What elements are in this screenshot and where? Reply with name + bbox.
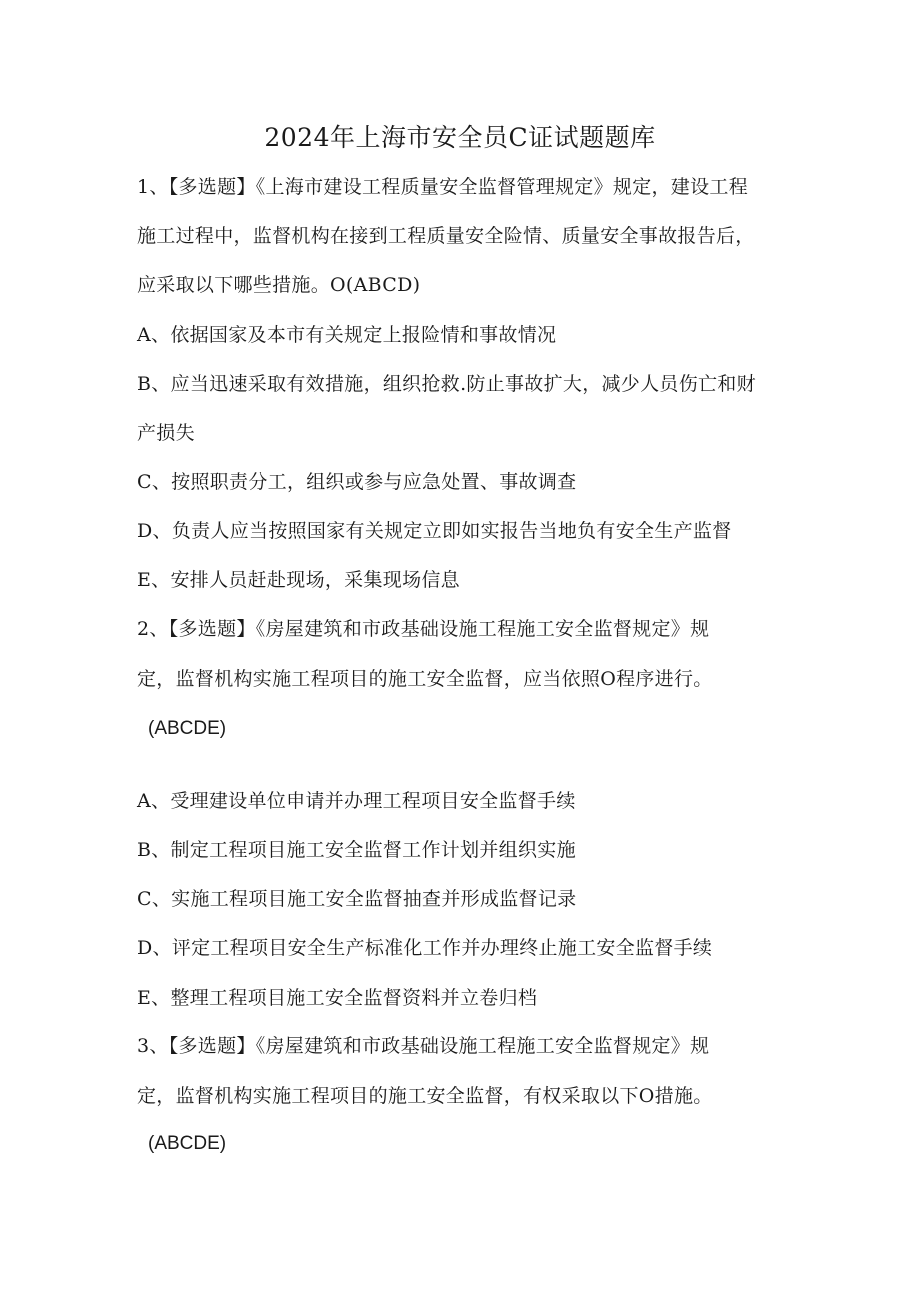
question-2-answer: (ABCDE)	[148, 718, 227, 739]
question-1-option-a: A、依据国家及本市有关规定上报险情和事故情况	[137, 324, 557, 346]
question-3-line-2: 定，监督机构实施工程项目的施工安全监督，有权采取以下O措施。	[137, 1085, 713, 1107]
question-1-option-b: B、应当迅速采取有效措施，组织抢救.防止事故扩大，减少人员伤亡和财	[137, 373, 756, 395]
question-2-option-e: E、整理工程项目施工安全监督资料并立卷归档	[137, 987, 538, 1009]
question-2-line-2: 定，监督机构实施工程项目的施工安全监督，应当依照O程序进行。	[137, 668, 713, 690]
question-1-option-b-cont: 产损失	[137, 422, 195, 444]
question-1-option-d: D、负责人应当按照国家有关规定立即如实报告当地负有安全生产监督	[137, 520, 732, 542]
question-3-line-1: 3、【多选题】《房屋建筑和市政基础设施工程施工安全监督规定》规	[137, 1035, 710, 1057]
question-2-option-a: A、受理建设单位申请并办理工程项目安全监督手续	[137, 790, 576, 812]
question-1-line-1: 1、【多选题】《上海市建设工程质量安全监督管理规定》规定，建设工程	[137, 176, 748, 198]
question-2-option-d: D、评定工程项目安全生产标准化工作并办理终止施工安全监督手续	[137, 937, 713, 959]
question-3-answer: (ABCDE)	[148, 1133, 227, 1154]
document-title: 2024年上海市安全员C证试题题库	[264, 123, 656, 152]
question-1-option-e: E、安排人员赶赴现场，采集现场信息	[137, 569, 460, 591]
question-2-option-c: C、实施工程项目施工安全监督抽查并形成监督记录	[137, 888, 577, 910]
question-1-line-3: 应采取以下哪些措施。O(ABCD)	[137, 274, 421, 296]
question-2-option-b: B、制定工程项目施工安全监督工作计划并组织实施	[137, 839, 576, 861]
question-1-line-2: 施工过程中，监督机构在接到工程质量安全险情、质量安全事故报告后，	[137, 225, 755, 247]
question-1-option-c: C、按照职责分工，组织或参与应急处置、事故调查	[137, 471, 577, 493]
question-2-line-1: 2、【多选题】《房屋建筑和市政基础设施工程施工安全监督规定》规	[137, 618, 710, 640]
